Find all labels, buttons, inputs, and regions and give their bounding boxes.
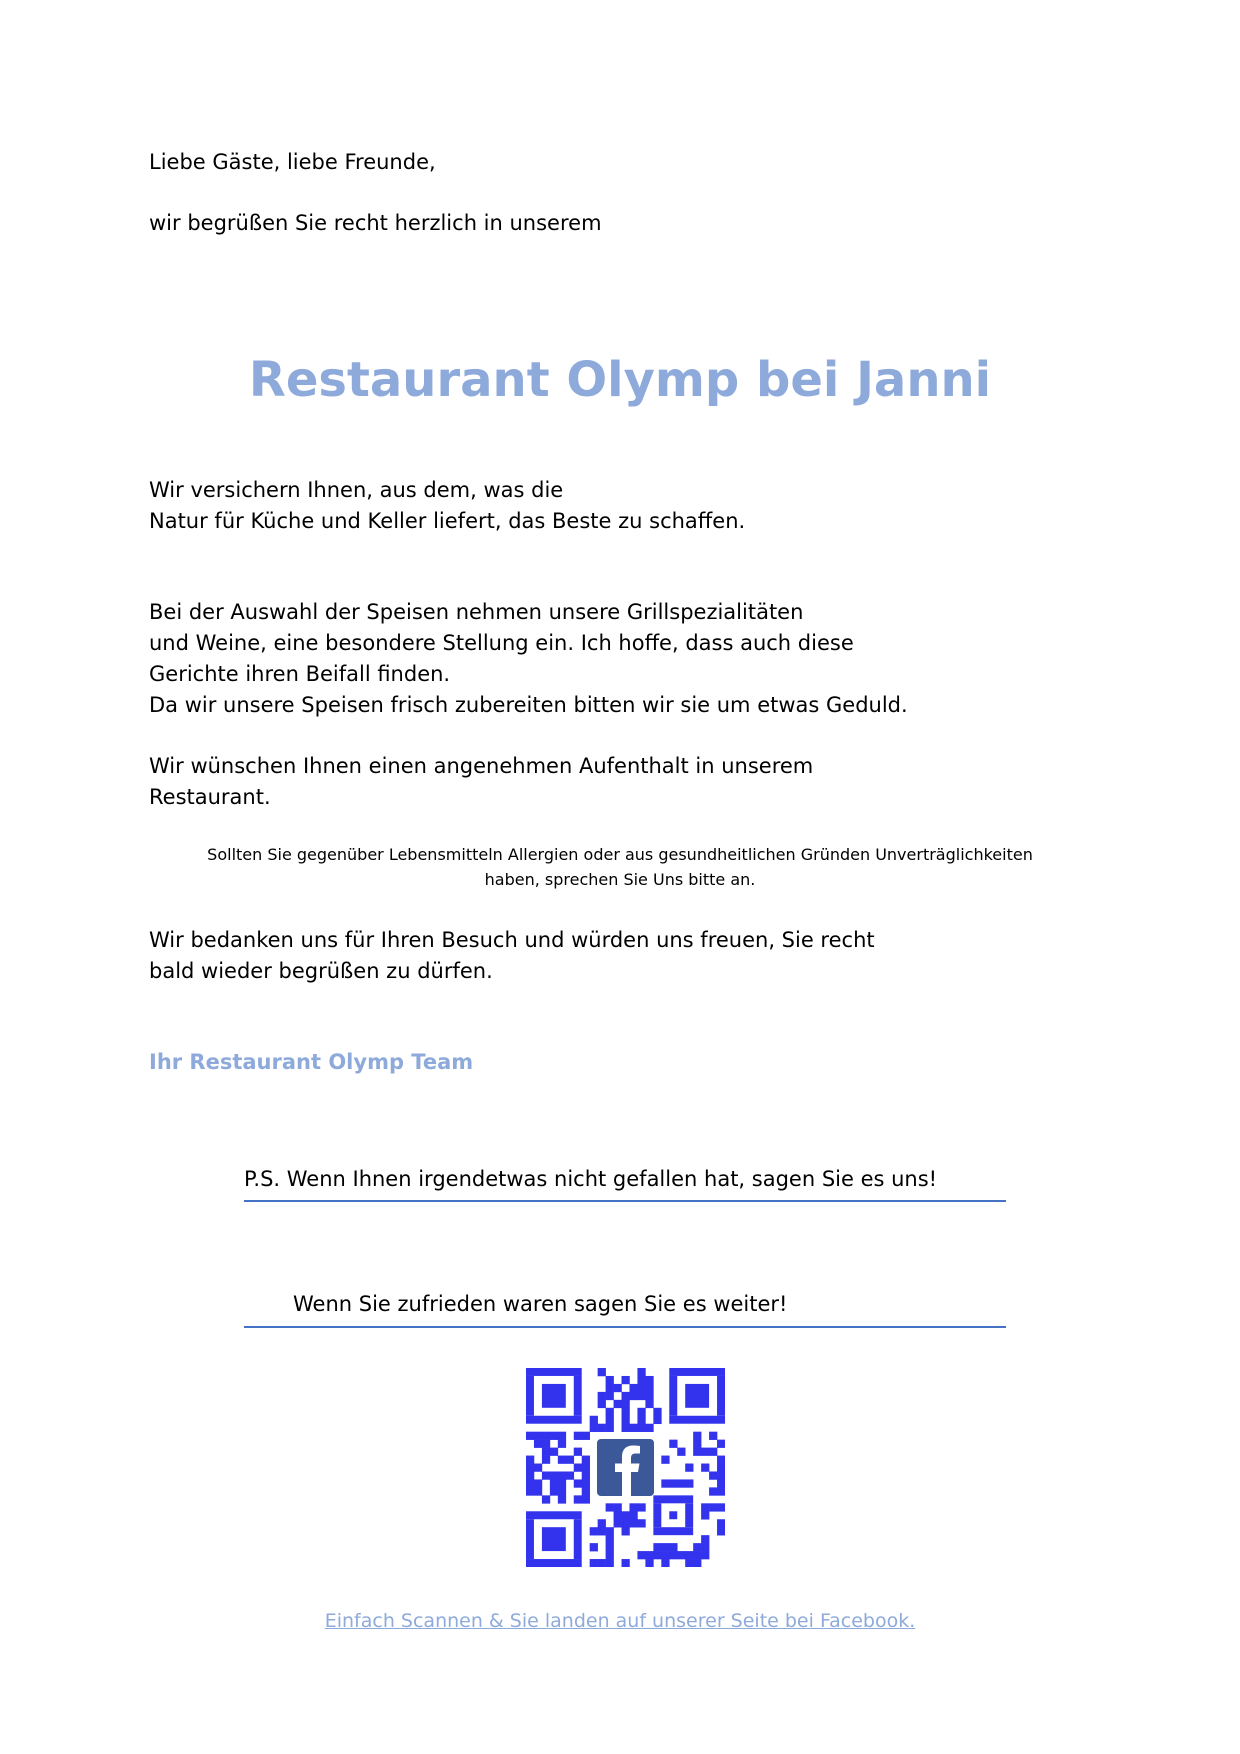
qr-module bbox=[542, 1527, 566, 1551]
facebook-f-icon bbox=[597, 1439, 654, 1496]
qr-module bbox=[709, 1503, 717, 1511]
qr-module bbox=[558, 1456, 566, 1464]
qr-module bbox=[709, 1432, 717, 1440]
qr-module bbox=[701, 1551, 709, 1559]
qr-module bbox=[590, 1424, 598, 1432]
qr-module bbox=[669, 1368, 725, 1376]
qr-module bbox=[685, 1503, 693, 1527]
qr-module bbox=[558, 1471, 566, 1479]
qr-module bbox=[598, 1400, 606, 1408]
qr-module bbox=[653, 1527, 693, 1535]
qr-module bbox=[645, 1392, 653, 1400]
qr-module bbox=[574, 1432, 582, 1440]
qr-module bbox=[637, 1416, 645, 1424]
qr-code-graphic bbox=[526, 1368, 725, 1567]
qr-module bbox=[645, 1551, 653, 1559]
qr-module bbox=[717, 1519, 725, 1527]
qr-module bbox=[590, 1527, 598, 1535]
qr-module bbox=[598, 1559, 606, 1567]
qr-module bbox=[582, 1456, 590, 1464]
qr-module bbox=[534, 1479, 542, 1487]
qr-module bbox=[622, 1527, 630, 1535]
qr-module bbox=[526, 1511, 582, 1519]
qr-module bbox=[526, 1456, 534, 1464]
qr-module bbox=[606, 1551, 614, 1559]
qr-module bbox=[590, 1559, 598, 1567]
qr-module bbox=[685, 1551, 693, 1559]
qr-module bbox=[542, 1384, 566, 1408]
qr-module bbox=[653, 1551, 661, 1559]
qr-module bbox=[669, 1551, 677, 1559]
paragraph-line: und Weine, eine besondere Stellung ein. Ich hoffe, dass auch diese bbox=[149, 631, 854, 655]
qr-module bbox=[701, 1543, 709, 1551]
qr-module bbox=[629, 1519, 637, 1527]
qr-module bbox=[693, 1543, 701, 1551]
qr-module bbox=[622, 1416, 630, 1424]
qr-module bbox=[526, 1376, 534, 1416]
qr-module bbox=[590, 1416, 598, 1424]
ps-note: P.S. Wenn Ihnen irgendetwas nicht gefallen hat, sagen Sie es uns! bbox=[244, 1167, 938, 1191]
qr-module bbox=[677, 1551, 685, 1559]
qr-module bbox=[542, 1471, 550, 1479]
qr-module bbox=[566, 1471, 574, 1479]
qr-module bbox=[653, 1495, 693, 1503]
facebook-link[interactable]: Einfach Scannen & Sie landen auf unserer Seite bei Facebook. bbox=[324, 1610, 916, 1632]
qr-module bbox=[606, 1535, 614, 1543]
qr-module bbox=[685, 1479, 693, 1487]
qr-module bbox=[526, 1519, 534, 1559]
qr-module bbox=[606, 1376, 614, 1384]
qr-module bbox=[622, 1408, 630, 1416]
qr-module bbox=[542, 1448, 550, 1456]
qr-module bbox=[614, 1511, 622, 1519]
qr-module bbox=[598, 1424, 606, 1432]
qr-module bbox=[669, 1376, 677, 1416]
qr-module bbox=[582, 1432, 590, 1440]
qr-module bbox=[598, 1392, 606, 1400]
qr-module bbox=[622, 1392, 630, 1400]
qr-module bbox=[526, 1368, 582, 1376]
qr-module bbox=[558, 1440, 566, 1448]
qr-module bbox=[542, 1432, 550, 1440]
qr-module bbox=[661, 1559, 669, 1567]
qr-module bbox=[542, 1456, 550, 1464]
qr-module bbox=[645, 1376, 653, 1384]
qr-module bbox=[637, 1503, 645, 1511]
qr-module bbox=[542, 1440, 550, 1448]
qr-module bbox=[653, 1416, 661, 1424]
paragraph-line: Da wir unsere Speisen frisch zubereiten bitten wir sie um etwas Geduld. bbox=[149, 693, 908, 717]
qr-module bbox=[669, 1440, 677, 1448]
divider-line bbox=[244, 1326, 1006, 1328]
qr-module bbox=[606, 1408, 614, 1416]
paragraph-line: bald wieder begrüßen zu dürfen. bbox=[149, 959, 493, 983]
qr-module bbox=[566, 1456, 574, 1464]
salutation: Liebe Gäste, liebe Freunde, bbox=[149, 150, 436, 174]
qr-module bbox=[717, 1479, 725, 1487]
qr-module bbox=[677, 1479, 685, 1487]
qr-module bbox=[629, 1392, 637, 1400]
qr-module bbox=[629, 1384, 637, 1392]
qr-module bbox=[622, 1559, 630, 1567]
qr-module bbox=[661, 1551, 669, 1559]
recommend-note: Wenn Sie zufrieden waren sagen Sie es weiter! bbox=[293, 1292, 788, 1316]
allergy-notice bbox=[170, 842, 1070, 892]
qr-module bbox=[550, 1479, 558, 1487]
qr-module bbox=[558, 1487, 566, 1495]
qr-module bbox=[693, 1551, 701, 1559]
qr-module bbox=[550, 1487, 558, 1495]
qr-module bbox=[637, 1376, 645, 1384]
qr-module bbox=[622, 1511, 630, 1519]
qr-module bbox=[606, 1384, 614, 1392]
qr-module bbox=[526, 1464, 534, 1472]
qr-module bbox=[669, 1511, 677, 1519]
qr-module bbox=[606, 1503, 614, 1511]
qr-module bbox=[629, 1511, 637, 1519]
divider-line bbox=[244, 1200, 1006, 1202]
qr-module bbox=[701, 1448, 709, 1456]
qr-module bbox=[645, 1559, 653, 1567]
restaurant-title: Restaurant Olymp bei Janni bbox=[248, 352, 992, 408]
paragraph-stay bbox=[149, 751, 813, 813]
qr-module bbox=[526, 1471, 534, 1479]
paragraph-specialties bbox=[149, 597, 908, 721]
qr-module bbox=[701, 1511, 709, 1519]
qr-module bbox=[717, 1487, 725, 1495]
qr-module bbox=[717, 1440, 725, 1448]
qr-module bbox=[709, 1471, 717, 1479]
qr-module bbox=[717, 1464, 725, 1472]
qr-module bbox=[645, 1400, 653, 1408]
qr-module bbox=[606, 1543, 614, 1551]
paragraph-quality bbox=[149, 475, 745, 537]
qr-module bbox=[661, 1456, 669, 1464]
qr-module bbox=[526, 1432, 534, 1440]
qr-module bbox=[614, 1400, 622, 1408]
qr-module bbox=[653, 1408, 661, 1416]
qr-module bbox=[709, 1448, 717, 1456]
qr-module bbox=[637, 1519, 645, 1527]
allergy-line: haben, sprechen Sie Uns bitte an. bbox=[484, 870, 756, 889]
qr-module bbox=[637, 1368, 645, 1376]
qr-module bbox=[717, 1456, 725, 1464]
qr-module bbox=[685, 1384, 709, 1408]
qr-module bbox=[669, 1543, 677, 1551]
paragraph-line: Wir wünschen Ihnen einen angenehmen Aufenthalt in unserem bbox=[149, 754, 814, 778]
qr-module bbox=[622, 1519, 630, 1527]
qr-module bbox=[629, 1424, 637, 1432]
qr-module bbox=[574, 1448, 582, 1456]
qr-module bbox=[693, 1448, 701, 1456]
qr-module bbox=[637, 1551, 645, 1559]
qr-module bbox=[598, 1519, 606, 1527]
qr-module bbox=[550, 1432, 558, 1440]
qr-module bbox=[550, 1471, 558, 1479]
qr-module bbox=[550, 1448, 558, 1456]
paragraph-line: Natur für Küche und Keller liefert, das Beste zu schaffen. bbox=[149, 509, 746, 533]
qr-module bbox=[653, 1503, 661, 1527]
qr-module bbox=[614, 1503, 622, 1511]
qr-module bbox=[558, 1432, 566, 1440]
qr-module bbox=[598, 1527, 606, 1535]
team-signature: Ihr Restaurant Olymp Team bbox=[149, 1050, 474, 1074]
qr-module bbox=[717, 1471, 725, 1479]
qr-module bbox=[574, 1519, 582, 1559]
facebook-qr-code bbox=[526, 1368, 725, 1567]
qr-module bbox=[582, 1471, 590, 1479]
qr-module bbox=[693, 1432, 701, 1440]
paragraph-line: Gerichte ihren Beifall finden. bbox=[149, 662, 451, 686]
qr-module bbox=[582, 1479, 590, 1487]
qr-module bbox=[637, 1392, 645, 1400]
qr-module bbox=[701, 1503, 709, 1511]
qr-module bbox=[661, 1479, 669, 1487]
qr-module bbox=[637, 1424, 645, 1432]
qr-module bbox=[717, 1527, 725, 1535]
qr-module bbox=[558, 1495, 566, 1503]
qr-module bbox=[629, 1503, 637, 1511]
qr-module bbox=[606, 1527, 614, 1535]
qr-module bbox=[701, 1535, 709, 1543]
qr-module bbox=[574, 1495, 582, 1503]
qr-module bbox=[606, 1424, 614, 1432]
qr-module bbox=[574, 1479, 582, 1487]
qr-module bbox=[701, 1464, 709, 1472]
welcome-line: wir begrüßen Sie recht herzlich in unserem bbox=[149, 211, 602, 235]
qr-module bbox=[582, 1464, 590, 1472]
qr-module bbox=[526, 1487, 534, 1495]
qr-module bbox=[637, 1384, 645, 1392]
paragraph-line: Bei der Auswahl der Speisen nehmen unsere Grillspezialitäten bbox=[149, 600, 804, 624]
paragraph-line: Restaurant. bbox=[149, 785, 271, 809]
paragraph-line: Wir versichern Ihnen, aus dem, was die bbox=[149, 478, 564, 502]
qr-module bbox=[574, 1376, 582, 1416]
qr-module bbox=[574, 1464, 582, 1472]
qr-module bbox=[534, 1440, 542, 1448]
qr-module bbox=[526, 1416, 582, 1424]
qr-module bbox=[558, 1479, 566, 1487]
qr-module bbox=[542, 1495, 550, 1503]
qr-module bbox=[606, 1559, 614, 1567]
qr-module bbox=[669, 1416, 725, 1424]
qr-module bbox=[582, 1495, 590, 1503]
qr-module bbox=[717, 1376, 725, 1416]
qr-module bbox=[534, 1464, 542, 1472]
paragraph-thanks bbox=[149, 925, 875, 987]
qr-module bbox=[653, 1543, 661, 1551]
qr-module bbox=[534, 1432, 542, 1440]
qr-module bbox=[606, 1416, 614, 1424]
qr-module bbox=[590, 1543, 598, 1551]
qr-module bbox=[693, 1559, 701, 1567]
qr-module bbox=[622, 1424, 630, 1432]
qr-module bbox=[669, 1479, 677, 1487]
qr-module bbox=[677, 1448, 685, 1456]
qr-module bbox=[693, 1440, 701, 1448]
qr-module bbox=[661, 1543, 669, 1551]
qr-module bbox=[645, 1384, 653, 1392]
qr-module bbox=[614, 1519, 622, 1527]
qr-module bbox=[606, 1392, 614, 1400]
qr-module bbox=[645, 1424, 653, 1432]
qr-module bbox=[622, 1400, 630, 1408]
qr-module bbox=[685, 1464, 693, 1472]
qr-module bbox=[637, 1408, 645, 1416]
paragraph-line: Wir bedanken uns für Ihren Besuch und würden uns freuen, Sie recht bbox=[149, 928, 875, 952]
qr-module bbox=[709, 1487, 717, 1495]
qr-module bbox=[685, 1559, 693, 1567]
qr-module bbox=[582, 1487, 590, 1495]
qr-module bbox=[526, 1559, 582, 1567]
qr-module bbox=[622, 1376, 630, 1384]
qr-module bbox=[614, 1384, 622, 1392]
qr-module bbox=[717, 1503, 725, 1511]
qr-module bbox=[526, 1479, 534, 1487]
qr-module bbox=[534, 1487, 542, 1495]
allergy-line: Sollten Sie gegenüber Lebensmitteln Allergien oder aus gesundheitlichen Gründen Unverträglichkeiten bbox=[207, 845, 1033, 864]
qr-module bbox=[598, 1368, 606, 1376]
